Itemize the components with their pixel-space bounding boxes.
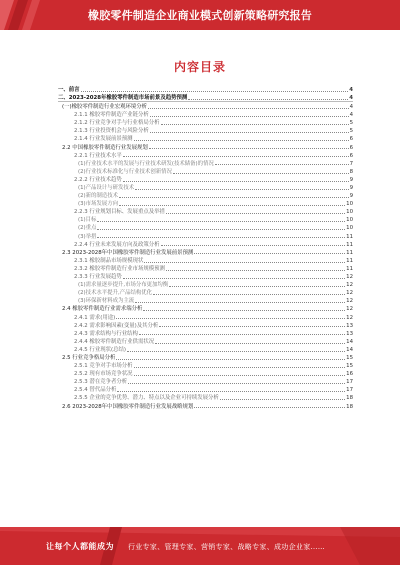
toc-leader-dots bbox=[81, 91, 349, 92]
toc-entry-page-number: 9 bbox=[349, 193, 353, 200]
toc-entry-title: 二、2023-2028年橡胶零件制造市场前景及趋势预测 bbox=[58, 95, 188, 102]
toc-entry-title: (2)行业技术标准化与行业技术创新情况 bbox=[78, 168, 172, 175]
toc-entry-title: 2.4 橡胶零件制造行业需求端分析 bbox=[62, 306, 143, 313]
toc-entry-title: 2.5.2 现有市场竞争状况 bbox=[74, 371, 133, 378]
toc-entry[interactable] bbox=[58, 207, 353, 215]
toc-entry[interactable] bbox=[58, 240, 353, 248]
toc-leader-dots bbox=[215, 164, 349, 165]
toc-entry-page-number: 16 bbox=[346, 371, 353, 378]
toc-entry-page-number: 14 bbox=[346, 338, 353, 345]
toc-entry-page-number: 12 bbox=[346, 274, 353, 281]
toc-entry[interactable] bbox=[58, 151, 353, 159]
toc-entry-page-number: 6 bbox=[349, 152, 353, 159]
toc-entry[interactable] bbox=[58, 199, 353, 207]
toc-entry[interactable] bbox=[58, 85, 353, 93]
toc-entry-title: 2.1.1 橡胶零件制造产业链分析 bbox=[74, 112, 149, 119]
toc-leader-dots bbox=[119, 205, 345, 206]
toc-entry[interactable] bbox=[58, 256, 353, 264]
toc-leader-dots bbox=[134, 140, 349, 141]
toc-entry-title: 2.2 中国橡胶零件制造行业发展规划 bbox=[62, 144, 148, 151]
toc-leader-dots bbox=[161, 245, 346, 246]
toc-entry-page-number: 10 bbox=[346, 225, 353, 232]
toc-entry-title: 2.5.1 竞争对手市场分析 bbox=[74, 363, 133, 370]
toc-leader-dots bbox=[194, 407, 345, 408]
toc-leader-dots bbox=[144, 262, 345, 263]
toc-leader-dots bbox=[169, 286, 345, 287]
toc-entry[interactable] bbox=[58, 337, 353, 345]
toc-entry-page-number: 9 bbox=[349, 176, 353, 183]
toc-entry-page-number: 4 bbox=[349, 104, 353, 111]
toc-entry-page-number: 5 bbox=[349, 128, 353, 135]
toc-entry-title: (3)市场发展方向 bbox=[78, 201, 118, 208]
toc-entry-page-number: 12 bbox=[346, 314, 353, 321]
toc-entry-title: (2)新的制造技术 bbox=[78, 193, 118, 200]
toc-entry-title: 2.1.3 行业投资机会与风险分析 bbox=[74, 128, 149, 135]
toc-leader-dots bbox=[127, 351, 345, 352]
toc-entry-page-number: 12 bbox=[346, 290, 353, 297]
toc-entry[interactable] bbox=[58, 248, 353, 256]
toc-leader-dots bbox=[148, 108, 348, 109]
toc-entry[interactable] bbox=[58, 329, 353, 337]
toc-entry-title: 2.4.5 行业现状(总结) bbox=[74, 346, 126, 353]
toc-leader-dots bbox=[159, 326, 345, 327]
toc-leader-dots bbox=[188, 99, 348, 100]
toc-entry-page-number: 5 bbox=[349, 120, 353, 127]
toc-entry-title: 2.3.3 行业发展趋势 bbox=[74, 274, 122, 281]
toc-entry-page-number: 4 bbox=[349, 87, 353, 94]
toc-entry[interactable] bbox=[58, 393, 353, 401]
toc-entry[interactable] bbox=[58, 215, 353, 223]
page-header bbox=[0, 0, 400, 30]
toc-entry[interactable] bbox=[58, 134, 353, 142]
toc-entry-page-number: 14 bbox=[346, 346, 353, 353]
toc-entry-page-number: 13 bbox=[346, 322, 353, 329]
toc-entry[interactable] bbox=[58, 385, 353, 393]
toc-entry-page-number: 17 bbox=[346, 379, 353, 386]
toc-leader-dots bbox=[149, 148, 349, 149]
toc-entry-page-number: 11 bbox=[346, 233, 353, 240]
toc-leader-dots bbox=[134, 367, 346, 368]
toc-leader-dots bbox=[143, 310, 345, 311]
toc-leader-dots bbox=[116, 359, 345, 360]
toc-leader-dots bbox=[97, 221, 345, 222]
toc-entry[interactable] bbox=[58, 183, 353, 191]
toc-entry-page-number: 12 bbox=[346, 298, 353, 305]
toc-leader-dots bbox=[155, 343, 345, 344]
toc-entry-title: (2)重点 bbox=[78, 225, 97, 232]
toc-leader-dots bbox=[150, 116, 349, 117]
toc-entry[interactable] bbox=[58, 167, 353, 175]
toc-entry[interactable] bbox=[58, 345, 353, 353]
toc-entry[interactable] bbox=[58, 142, 353, 150]
toc-entry-title: 2.2.3 行业规划目标、发展重点及举措 bbox=[74, 209, 165, 216]
toc-entry[interactable] bbox=[58, 369, 353, 377]
toc-entry-title: 2.4.3 需求结构与行业结构 bbox=[74, 330, 138, 337]
toc-leader-dots bbox=[166, 213, 345, 214]
toc-entry[interactable] bbox=[58, 288, 353, 296]
toc-entry-page-number: 12 bbox=[346, 306, 353, 313]
footer-slogan-right: 行业专家、管理专家、营销专家、战略专家、成功企业家…… bbox=[128, 543, 326, 551]
toc-entry[interactable] bbox=[58, 280, 353, 288]
toc-entry-title: (3)环保新材料成为主流 bbox=[78, 298, 135, 305]
toc-leader-dots bbox=[135, 302, 345, 303]
toc-entry[interactable] bbox=[58, 223, 353, 231]
toc-entry-title: 2.1.2 行业竞争对手与行业格局分析 bbox=[74, 120, 160, 127]
toc-entry-page-number: 18 bbox=[346, 395, 353, 402]
toc-entry[interactable] bbox=[58, 175, 353, 183]
toc-entry-title: 2.3 2023-2028年中国橡胶零件制造行业发展前景预测 bbox=[62, 249, 194, 256]
table-of-contents bbox=[58, 85, 353, 410]
toc-entry-page-number: 10 bbox=[346, 201, 353, 208]
toc-leader-dots bbox=[97, 237, 345, 238]
toc-leader-dots bbox=[117, 391, 345, 392]
toc-entry-page-number: 11 bbox=[346, 257, 353, 264]
toc-entry[interactable] bbox=[58, 264, 353, 272]
toc-leader-dots bbox=[135, 189, 348, 190]
toc-entry-title: (1)需求量逐步提升,市场分布更加均衡 bbox=[78, 282, 169, 289]
toc-entry-title: (1)行业技术水平的发展与行业技术研发(技术储备)的情况 bbox=[78, 160, 214, 167]
toc-leader-dots bbox=[134, 375, 346, 376]
toc-entry[interactable] bbox=[58, 377, 353, 385]
toc-entry-title: 2.6 2023-2028年中国橡胶零件制造行业发展战略规划 bbox=[62, 403, 194, 410]
toc-entry-title: 2.5.4 替代品分析 bbox=[74, 387, 117, 394]
toc-entry-page-number: 13 bbox=[346, 330, 353, 337]
toc-entry-page-number: 11 bbox=[346, 241, 353, 248]
toc-leader-dots bbox=[166, 270, 345, 271]
toc-entry[interactable] bbox=[58, 304, 353, 312]
toc-entry[interactable] bbox=[58, 296, 353, 304]
page-footer bbox=[0, 527, 400, 565]
toc-entry[interactable] bbox=[58, 353, 353, 361]
toc-entry-title: 2.5.3 潜在竞争者分析 bbox=[74, 379, 128, 386]
toc-entry[interactable] bbox=[58, 231, 353, 239]
toc-leader-dots bbox=[173, 173, 349, 174]
toc-entry-page-number: 18 bbox=[346, 403, 353, 410]
toc-entry[interactable] bbox=[58, 321, 353, 329]
toc-entry-page-number: 10 bbox=[346, 209, 353, 216]
toc-entry[interactable] bbox=[58, 118, 353, 126]
toc-entry-title: (1)目标 bbox=[78, 217, 97, 224]
toc-entry-page-number: 9 bbox=[349, 185, 353, 192]
toc-leader-dots bbox=[116, 318, 345, 319]
toc-leader-dots bbox=[128, 383, 345, 384]
toc-leader-dots bbox=[220, 399, 345, 400]
toc-entry-title: 2.5.5 企业的竞争优势、潜力、特点以及企业可持续发展分析 bbox=[74, 395, 219, 402]
toc-entry-title: (1)产品设计与研发技术 bbox=[78, 185, 135, 192]
toc-entry[interactable] bbox=[58, 93, 353, 101]
toc-entry-title: 2.2.2 行业技术趋势 bbox=[74, 176, 122, 183]
toc-entry-page-number: 17 bbox=[346, 387, 353, 394]
toc-entry-page-number: 4 bbox=[349, 112, 353, 119]
toc-entry-page-number: 4 bbox=[349, 95, 353, 102]
toc-entry-page-number: 15 bbox=[346, 363, 353, 370]
footer-slogan-left: 让每个人都能成为 bbox=[46, 542, 114, 551]
toc-heading: 内容目录 bbox=[173, 60, 226, 74]
toc-entry-page-number: 8 bbox=[349, 168, 353, 175]
toc-entry-title: 2.4.4 橡胶零件制造行业供需状况 bbox=[74, 338, 155, 345]
toc-entry[interactable] bbox=[58, 159, 353, 167]
toc-entry[interactable] bbox=[58, 361, 353, 369]
toc-entry-page-number: 11 bbox=[346, 249, 353, 256]
toc-entry[interactable] bbox=[58, 102, 353, 110]
toc-entry[interactable] bbox=[58, 312, 353, 320]
toc-entry[interactable] bbox=[58, 401, 353, 409]
toc-entry-title: 2.4.1 需求(用途) bbox=[74, 314, 116, 321]
toc-entry-page-number: 15 bbox=[346, 354, 353, 361]
toc-leader-dots bbox=[194, 253, 345, 254]
toc-entry-title: 2.5 行业竞争格局分析 bbox=[62, 354, 116, 361]
toc-entry-page-number: 6 bbox=[349, 144, 353, 151]
toc-entry-page-number: 7 bbox=[349, 160, 353, 167]
toc-entry-title: 2.2.4 行业未来发展方向及政策分析 bbox=[74, 241, 160, 248]
toc-entry-title: (2)技术水平提升,产品结构优化 bbox=[78, 290, 153, 297]
toc-entry[interactable] bbox=[58, 110, 353, 118]
toc-leader-dots bbox=[123, 156, 349, 157]
toc-entry-page-number: 6 bbox=[349, 136, 353, 143]
toc-entry-page-number: 11 bbox=[346, 265, 353, 272]
toc-leader-dots bbox=[161, 124, 349, 125]
toc-leader-dots bbox=[97, 229, 345, 230]
toc-leader-dots bbox=[123, 181, 349, 182]
toc-entry-title: 2.4.2 需求影响因素(变量)及其分析 bbox=[74, 322, 159, 329]
toc-entry-page-number: 10 bbox=[346, 217, 353, 224]
toc-leader-dots bbox=[150, 132, 349, 133]
toc-leader-dots bbox=[119, 197, 349, 198]
toc-entry-title: (一)橡胶零件制造行业宏观环境分析 bbox=[62, 104, 148, 111]
toc-entry-title: 一、前言 bbox=[58, 87, 80, 94]
toc-entry-title: 2.3.1 橡胶制品市场规模现状 bbox=[74, 257, 144, 264]
toc-leader-dots bbox=[153, 294, 345, 295]
toc-leader-dots bbox=[123, 278, 345, 279]
toc-leader-dots bbox=[139, 334, 345, 335]
toc-entry-title: 2.1.4 行业发展前景预测 bbox=[74, 136, 133, 143]
report-title: 橡胶零件制造企业商业模式创新策略研究报告 bbox=[88, 9, 312, 22]
toc-entry-title: (3)举措 bbox=[78, 233, 97, 240]
toc-entry-title: 2.3.2 橡胶零件制造行业市场规模预测 bbox=[74, 265, 165, 272]
toc-entry[interactable] bbox=[58, 126, 353, 134]
toc-entry[interactable] bbox=[58, 272, 353, 280]
toc-entry-title: 2.2.1 行业技术水平 bbox=[74, 152, 122, 159]
toc-entry[interactable] bbox=[58, 191, 353, 199]
toc-entry-page-number: 12 bbox=[346, 282, 353, 289]
